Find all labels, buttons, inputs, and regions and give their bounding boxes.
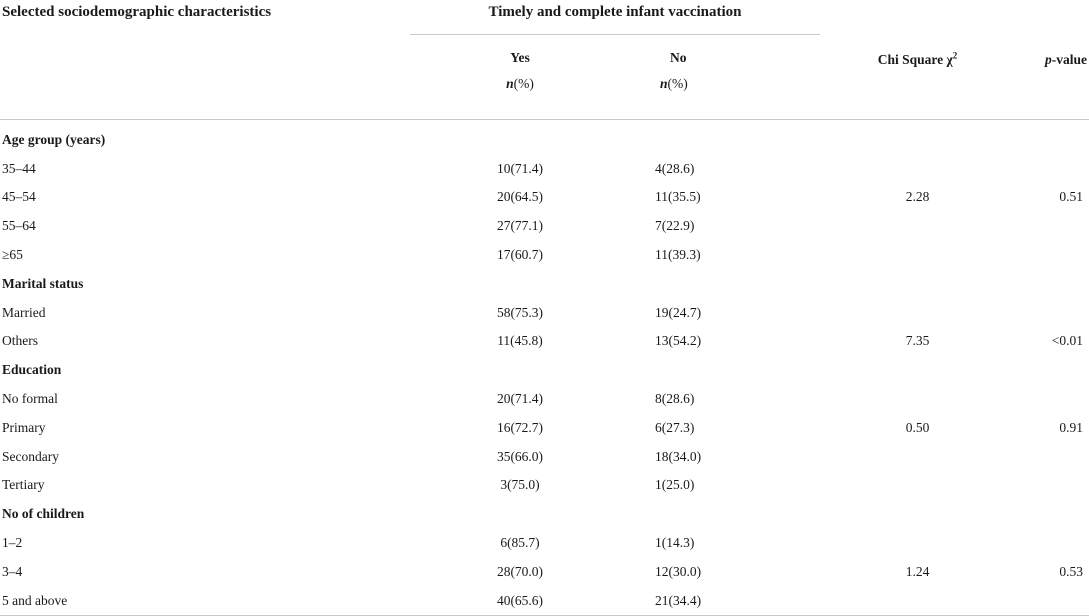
table-row (0, 529, 1089, 558)
group-header-row (0, 119, 1089, 154)
cell-chi-square: 1.24 (905, 563, 930, 579)
cell-no: 8(28.6) (655, 391, 695, 407)
cell-chi-square (820, 154, 985, 183)
header-p-value: p-value (985, 35, 1089, 120)
table-row (0, 586, 1089, 615)
row-label: Married (2, 304, 46, 320)
cell-chi-square (820, 119, 985, 154)
cell-chi-square (820, 385, 985, 414)
cell-p-value (985, 529, 1089, 558)
cell-chi-square: 7.35 (905, 333, 930, 349)
row-label: 1–2 (2, 535, 23, 551)
group-header-row (0, 269, 1089, 298)
cell-yes: 35(66.0) (496, 448, 544, 464)
header-chi-square: Chi Square $\chi^2$ (820, 35, 985, 120)
cell-no: 13(54.2) (655, 333, 702, 349)
cell-no (560, 119, 820, 154)
group-label: Marital status (2, 275, 84, 291)
row-label: No formal (2, 391, 58, 407)
header-characteristics: Selected sociodemographic characteristics (2, 4, 272, 20)
cell-chi-square (820, 471, 985, 500)
table-row (0, 298, 1089, 327)
table-row (0, 413, 1089, 442)
cell-p-value: 0.53 (1059, 563, 1083, 579)
group-label: Education (2, 362, 62, 378)
header-no (560, 35, 820, 120)
cell-yes: 16(72.7) (496, 419, 544, 435)
cell-no: 12(30.0) (655, 563, 702, 579)
cell-chi-square (820, 212, 985, 241)
cell-p-value: <0.01 (1051, 333, 1083, 349)
cell-p-value (985, 356, 1089, 385)
table-row (0, 385, 1089, 414)
cell-yes: 27(77.1) (496, 218, 544, 234)
cell-yes: 11(45.8) (497, 333, 543, 349)
group-header-row (0, 500, 1089, 529)
cell-p-value (985, 500, 1089, 529)
cell-chi-square (820, 529, 985, 558)
cell-no: 11(39.3) (655, 247, 701, 263)
cell-no: 7(22.9) (655, 218, 695, 234)
header-yes-label: Yes (510, 50, 530, 65)
row-label: Primary (2, 419, 46, 435)
cell-p-value: 0.91 (1059, 419, 1083, 435)
table-row (0, 471, 1089, 500)
group-label: Age group (years) (2, 131, 106, 147)
cell-no (560, 269, 820, 298)
cell-no: 1(14.3) (655, 535, 695, 551)
cell-yes: 28(70.0) (496, 563, 544, 579)
cell-p-value (985, 471, 1089, 500)
cell-p-value (985, 154, 1089, 183)
cell-no (560, 356, 820, 385)
cell-p-value (985, 586, 1089, 615)
cell-p-value (985, 269, 1089, 298)
cell-yes: 10(71.4) (496, 160, 544, 176)
header-yes-n: n(%) (506, 76, 534, 91)
cell-chi-square (820, 241, 985, 270)
row-label: 3–4 (2, 563, 23, 579)
header-row-top (0, 0, 1089, 35)
cell-no: 11(35.5) (655, 189, 701, 205)
header-no-n: n(%) (660, 76, 688, 91)
cell-p-value (985, 119, 1089, 154)
table-row (0, 183, 1089, 212)
cell-chi-square: 2.28 (905, 189, 930, 205)
header-yes (410, 35, 560, 120)
cell-p-value (985, 385, 1089, 414)
row-label: Secondary (2, 448, 59, 464)
cell-chi-square (820, 269, 985, 298)
cell-no: 19(24.7) (655, 304, 702, 320)
table-row (0, 557, 1089, 586)
cell-p-value (985, 298, 1089, 327)
cell-p-value (985, 212, 1089, 241)
row-label: 35–44 (2, 160, 36, 176)
cell-yes: 6(85.7) (500, 535, 540, 551)
cell-yes (410, 500, 560, 529)
cell-no: 1(25.0) (655, 477, 695, 493)
row-label: Others (2, 333, 38, 349)
cell-yes: 58(75.3) (496, 304, 544, 320)
cell-yes: 17(60.7) (496, 247, 544, 263)
table-row (0, 154, 1089, 183)
cell-yes (410, 269, 560, 298)
cell-yes: 20(71.4) (496, 391, 544, 407)
row-label: Tertiary (2, 477, 45, 493)
row-label: 5 and above (0, 586, 410, 615)
cell-yes: 40(65.6) (410, 586, 560, 615)
cell-p-value (985, 241, 1089, 270)
header-row-sub (0, 35, 1089, 120)
cell-no: 21(34.4) (560, 586, 820, 615)
cell-chi-square (820, 442, 985, 471)
cell-p-value: 0.51 (1059, 189, 1083, 205)
table-row (0, 241, 1089, 270)
row-label: 55–64 (2, 218, 36, 234)
cell-no (560, 500, 820, 529)
table-row (0, 212, 1089, 241)
cell-chi-square (820, 586, 985, 615)
group-label: No of children (2, 506, 85, 522)
cell-yes (410, 356, 560, 385)
cell-p-value (985, 442, 1089, 471)
header-vaccination-span: Timely and complete infant vaccination (410, 0, 820, 35)
cell-chi-square (820, 356, 985, 385)
cell-yes: 3(75.0) (500, 477, 540, 493)
cell-chi-square (820, 298, 985, 327)
table-body (0, 119, 1089, 616)
cell-no: 6(27.3) (655, 419, 695, 435)
table-row (0, 327, 1089, 356)
cell-chi-square (820, 500, 985, 529)
cell-yes (410, 119, 560, 154)
cell-chi-square: 0.50 (905, 419, 930, 435)
cell-no: 18(34.0) (655, 448, 702, 464)
row-label: 45–54 (2, 189, 36, 205)
cell-no: 4(28.6) (655, 160, 695, 176)
cell-yes: 20(64.5) (496, 189, 544, 205)
group-header-row (0, 356, 1089, 385)
table-row (0, 442, 1089, 471)
row-label: ≥65 (2, 247, 23, 263)
header-no-label: No (670, 50, 687, 65)
